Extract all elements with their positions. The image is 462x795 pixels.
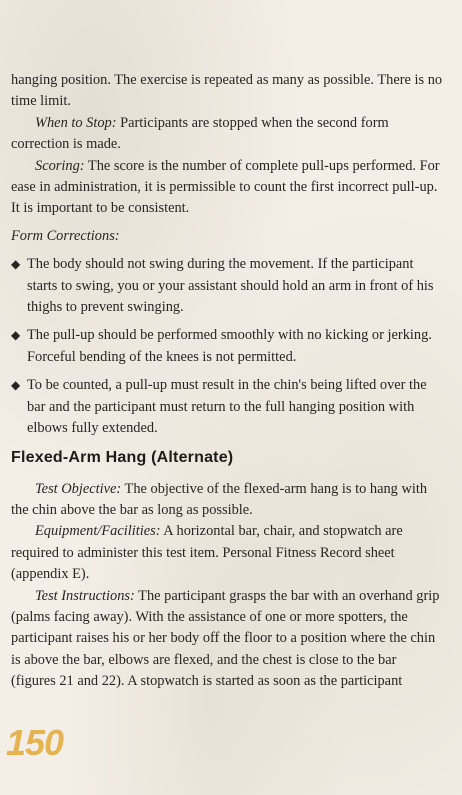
diamond-bullet-icon: ◆: [11, 378, 21, 393]
test-instructions-text: The participant grasps the bar with an overhand grip (palms facing away). With the assistance of one or more spotters, the participant raises his or her body off the floor to a position where the chin is above the bar, elbows are flexed, and the chest is close to the bar (figures 21 and 22). A stopwatch is started as soon as the participant: [11, 587, 440, 690]
paragraph-equipment: [11, 521, 443, 585]
test-objective-label: Test Objective:: [35, 480, 122, 497]
diamond-bullet-icon: ◆: [11, 328, 21, 343]
when-to-stop-text: Participants are stopped when the second form correction is made.: [11, 114, 389, 153]
test-instructions-label: Test Instructions:: [35, 587, 135, 604]
bullet-text: To be counted, a pull-up must result in the chin's being lifted over the bar and the participant must return to the full hanging position with elbows fully extended.: [27, 377, 427, 437]
paragraph-when-to-stop: [11, 113, 443, 156]
bullet-item: [11, 254, 443, 318]
bullet-item: [11, 325, 443, 368]
diamond-bullet-icon: ◆: [11, 257, 21, 272]
equipment-text: A horizontal bar, chair, and stopwatch are required to administer this test item. Personal Fitness Record sheet (appendix E).: [11, 523, 403, 583]
page-body: [11, 70, 443, 693]
bullet-text: The body should not swing during the movement. If the participant starts to swing, you or your assistant should hold an arm in front of his thighs to prevent swinging.: [27, 256, 434, 316]
equipment-label: Equipment/Facilities:: [35, 523, 161, 540]
paragraph-continuation: hanging position. The exercise is repeated as many as possible. There is no time limit.: [11, 72, 443, 110]
form-corrections-heading: Form Corrections:: [11, 227, 120, 244]
paragraph-test-objective: [11, 479, 443, 522]
page-number: 150: [6, 722, 64, 763]
bullet-text: The pull-up should be performed smoothly with no kicking or jerking. Forceful bending of the knees is not permitted.: [27, 327, 432, 365]
section-title: Flexed-Arm Hang (Alternate): [11, 448, 234, 466]
paragraph-test-instructions: [11, 586, 443, 693]
when-to-stop-label: When to Stop:: [35, 114, 117, 131]
bullet-item: [11, 375, 443, 439]
test-objective-text: The objective of the flexed-arm hang is to hang with the chin above the bar as long as possible.: [11, 480, 428, 518]
scoring-label: Scoring:: [35, 157, 85, 174]
paragraph-scoring: [11, 156, 443, 220]
scoring-text: The score is the number of complete pull-ups performed. For ease in administration, it is permissible to count the first incorrect pull-up. It is important to be consistent.: [11, 157, 440, 217]
